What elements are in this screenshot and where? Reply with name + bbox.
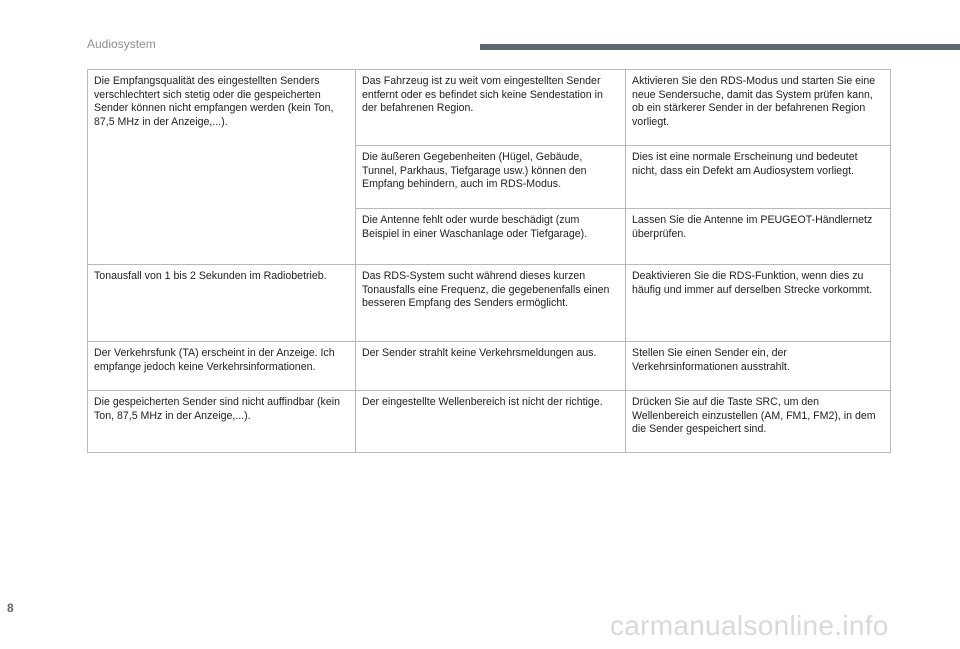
table-row [88, 265, 891, 342]
header-bar [480, 44, 960, 50]
watermark: carmanualsonline.info [610, 610, 889, 641]
cause-cell: Der Sender strahlt keine Verkehrsmeldungen aus. [356, 342, 626, 391]
solution-cell: Dies ist eine normale Erscheinung und bedeutet nicht, dass ein Defekt am Audiosystem vorliegt. [626, 146, 891, 209]
cause-cell: Die Antenne fehlt oder wurde beschädigt (zum Beispiel in einer Waschanlage oder Tiefgarage). [356, 209, 626, 265]
table-row [88, 342, 891, 391]
page-number: 8 [7, 601, 14, 615]
table-row [88, 391, 891, 453]
problem-cell: Die Empfangsqualität des eingestellten Senders verschlechtert sich stetig oder die gespeicherten Sender können nicht empfangen werden (kein Ton, 87,5 MHz in der Anzeige,...). [88, 70, 356, 265]
problem-cell: Tonausfall von 1 bis 2 Sekunden im Radiobetrieb. [88, 265, 356, 342]
problem-cell: Die gespeicherten Sender sind nicht auffindbar (kein Ton, 87,5 MHz in der Anzeige,...). [88, 391, 356, 453]
solution-cell: Stellen Sie einen Sender ein, der Verkehrsinformationen ausstrahlt. [626, 342, 891, 391]
solution-cell: Drücken Sie auf die Taste SRC, um den Wellenbereich einzustellen (AM, FM1, FM2), in dem die Sender gespeichert sind. [626, 391, 891, 453]
troubleshooting-table [87, 69, 891, 453]
cause-cell: Das RDS-System sucht während dieses kurzen Tonausfalls eine Frequenz, die gegebenenfalls einen besseren Empfang des Senders ermöglicht. [356, 265, 626, 342]
cause-cell: Der eingestellte Wellenbereich ist nicht der richtige. [356, 391, 626, 453]
solution-cell: Lassen Sie die Antenne im PEUGEOT-Händlernetz überprüfen. [626, 209, 891, 265]
cause-cell: Die äußeren Gegebenheiten (Hügel, Gebäude, Tunnel, Parkhaus, Tiefgarage usw.) können den Empfang behindern, auch im RDS-Modus. [356, 146, 626, 209]
solution-cell: Aktivieren Sie den RDS-Modus und starten Sie eine neue Sendersuche, damit das System prüfen kann, ob ein stärkerer Sender in der befahrenen Region vorliegt. [626, 70, 891, 146]
section-title: Audiosystem [87, 37, 156, 51]
solution-cell: Deaktivieren Sie die RDS-Funktion, wenn dies zu häufig und immer auf derselben Strecke vorkommt. [626, 265, 891, 342]
problem-cell: Der Verkehrsfunk (TA) erscheint in der Anzeige. Ich empfange jedoch keine Verkehrsinformationen. [88, 342, 356, 391]
cause-cell: Das Fahrzeug ist zu weit vom eingestellten Sender entfernt oder es befindet sich keine Sendestation in der befahrenen Region. [356, 70, 626, 146]
table-row [88, 70, 891, 146]
